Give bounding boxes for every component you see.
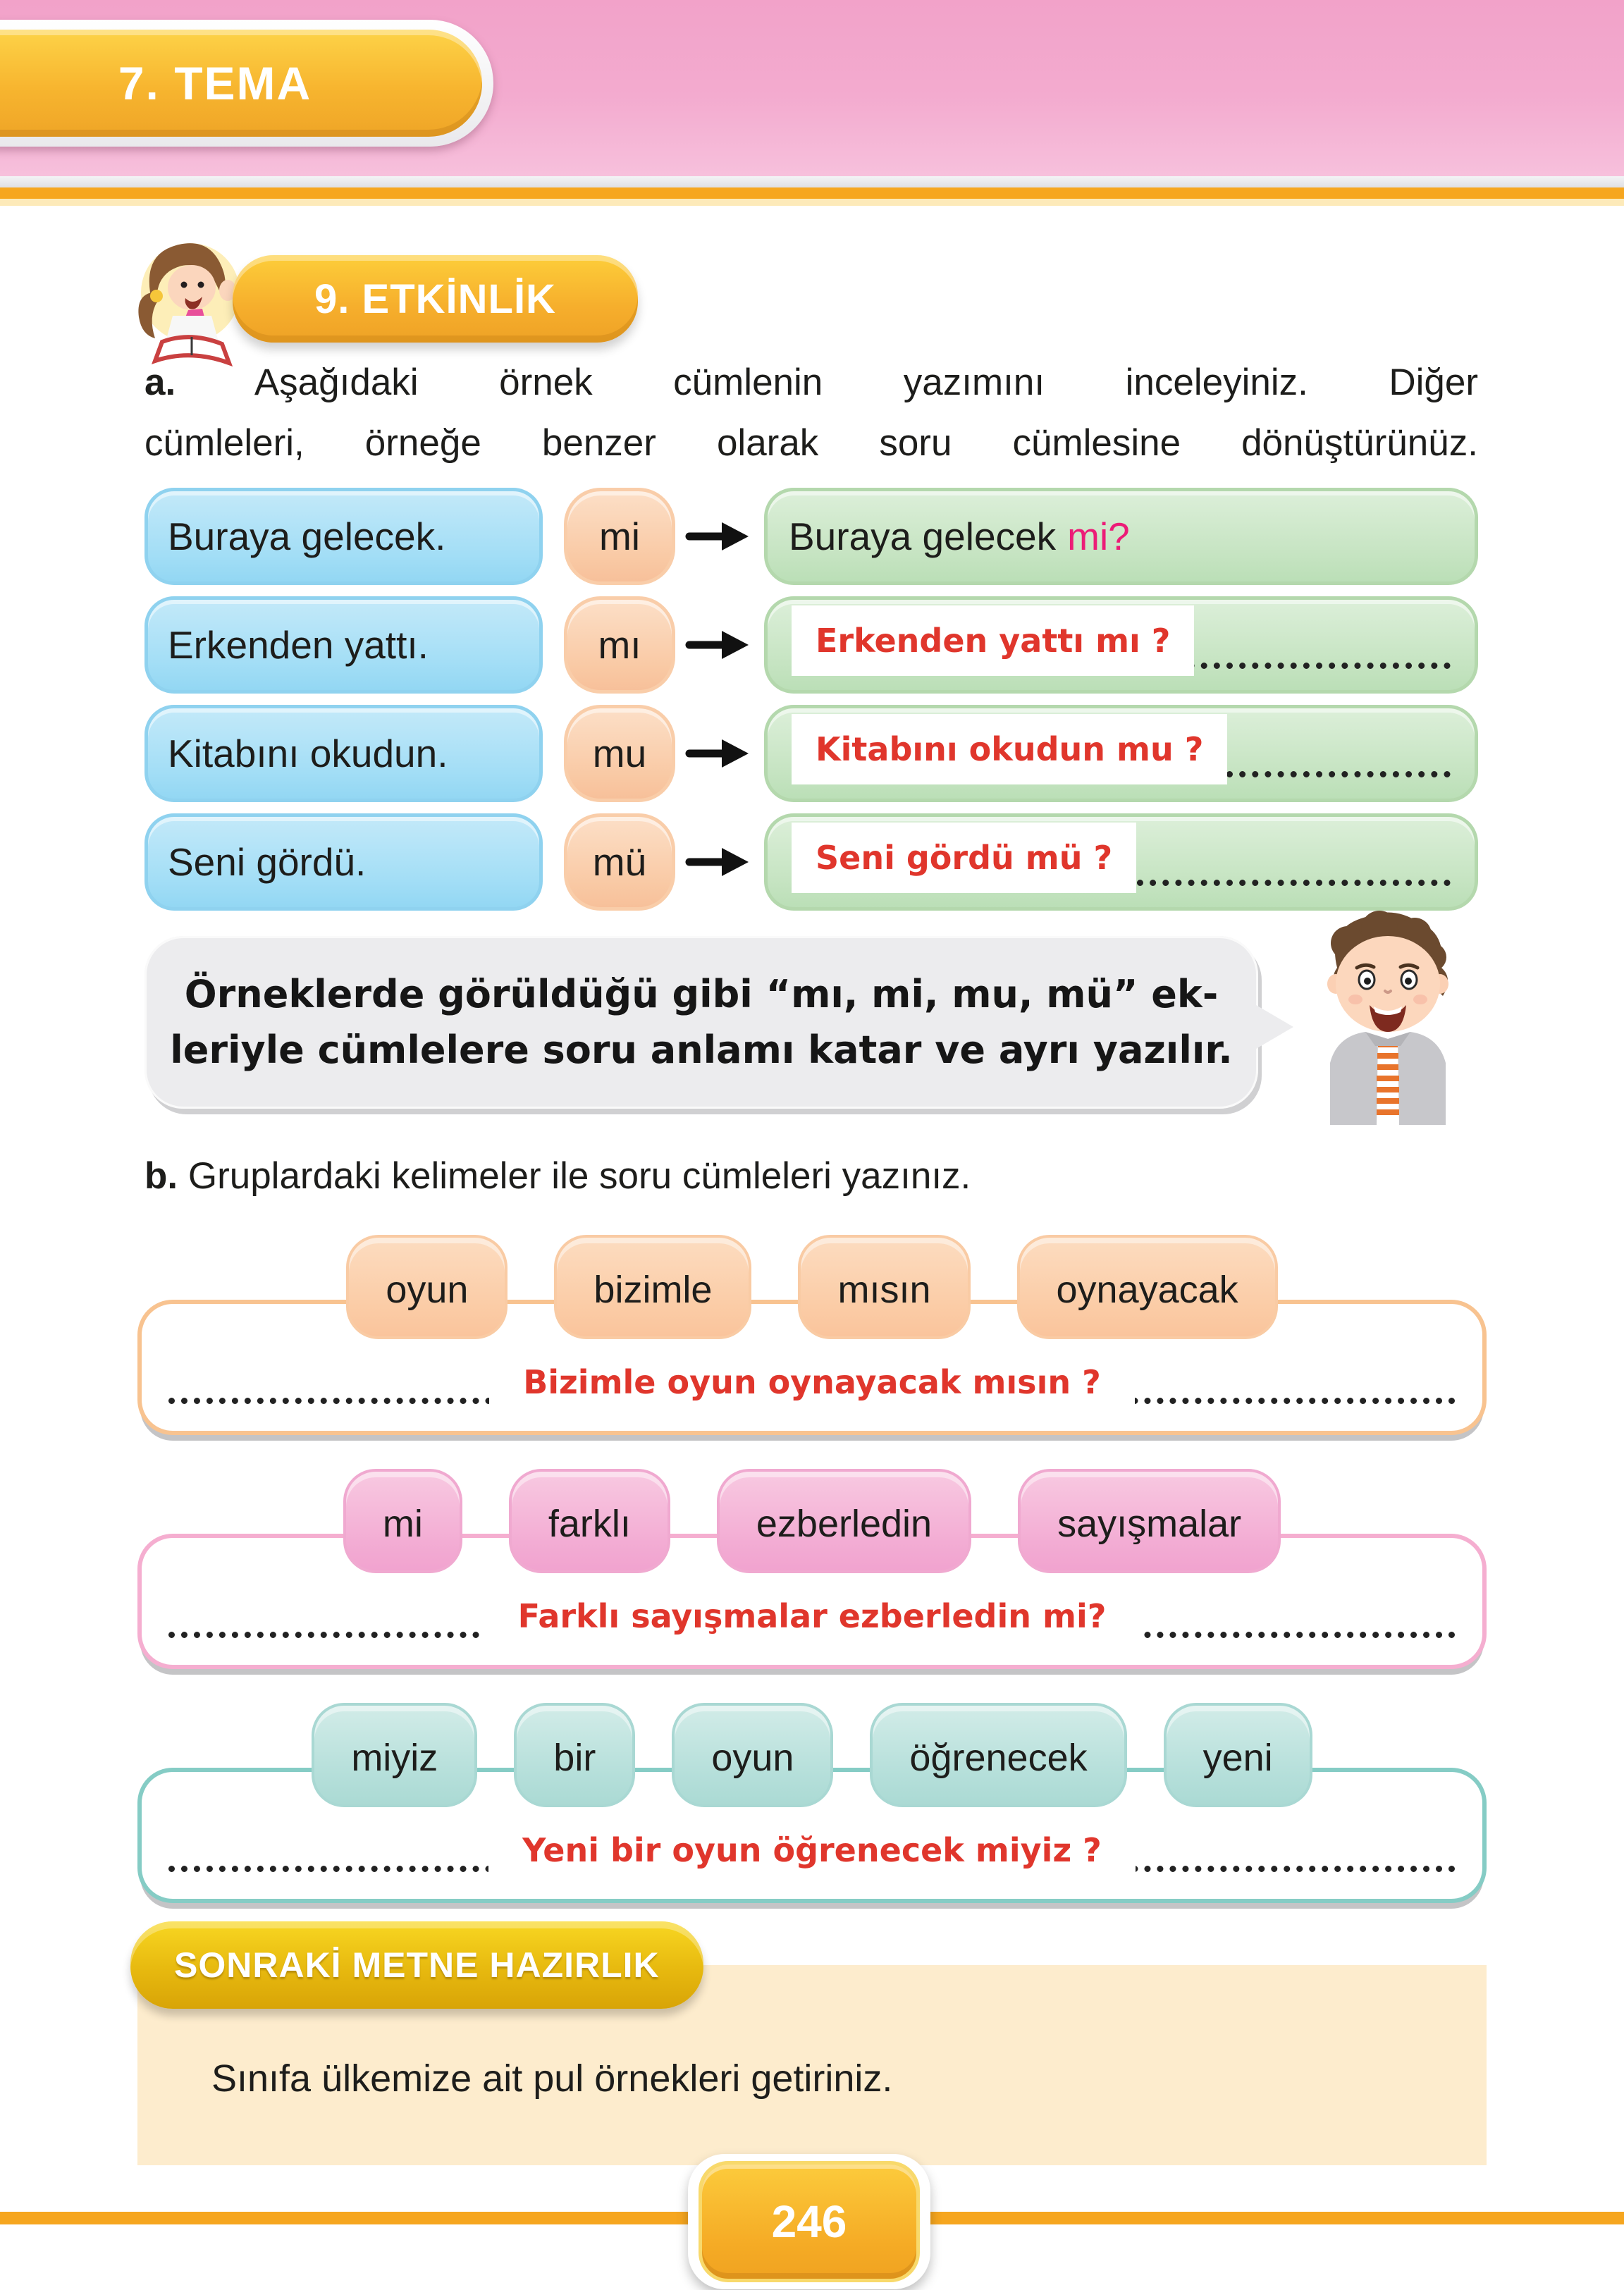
word-pill: farklı [509,1469,670,1573]
handwritten-answer: Erkenden yattı mı ? [792,605,1194,676]
handwritten-answer: Yeni bir oyun öğrenecek miyiz ? [488,1820,1136,1880]
activity-badge [233,255,638,343]
page-number-badge [688,2154,930,2289]
note-line2: leriyle cümlelere soru anlamı katar ve ayrı yazılır. [170,1027,1233,1072]
handwritten-answer: Kitabını okudun mu ? [792,714,1227,784]
example-row [144,813,1478,911]
sentence-pill: Kitabını okudun. [144,705,543,802]
boy-speaking-icon [1288,901,1485,1130]
sentence-pill: Erkenden yattı. [144,596,543,694]
speech-bubble [144,936,1258,1109]
word-pill: oyun [672,1703,833,1807]
arrow-right-icon [685,737,750,770]
prep-badge [130,1921,703,2009]
answer-pill [764,596,1478,694]
word-pill: öğrenecek [870,1703,1126,1807]
handwritten-answer: Bizimle oyun oynayacak mısın ? [489,1352,1135,1412]
part-a-line1: a. Aşağıdaki örnek cümlenin yazımını inceleyiniz. Diğer [144,362,1479,403]
arrow-right-icon [685,846,750,878]
word-group-teal [137,1703,1487,1903]
tema-label: 7. TEMA [118,57,312,109]
word-pill: mi [343,1469,462,1573]
word-group-orange [137,1235,1487,1435]
header-divider-white [0,176,1624,187]
word-row [137,1235,1487,1339]
example-row [144,596,1478,694]
example-row [144,488,1478,585]
word-pill: oynayacak [1017,1235,1278,1339]
answer-line [168,1586,1456,1646]
arrow-right-icon [685,629,750,661]
part-a-instruction [144,352,1478,474]
word-pill: sayışmalar [1018,1469,1281,1573]
example-row [144,705,1478,802]
answer-pill [764,813,1478,911]
sentence-pill: Buraya gelecek. [144,488,543,585]
word-row [137,1703,1487,1807]
tema-badge-face [0,30,482,137]
example-rows [144,488,1478,922]
arrow-right-icon [685,520,750,553]
activity-badge-label: 9. ETKİNLİK [314,276,556,322]
word-pill: ezberledin [717,1469,971,1573]
word-row [137,1469,1487,1573]
particle-pill: mü [564,813,675,911]
tema-badge [0,20,493,147]
answer-line [168,1820,1456,1880]
handwritten-answer: Farklı sayışmalar ezberledin mi? [484,1586,1140,1646]
part-a-line2: cümleleri, örneğe benzer olarak soru cümlesine dönüştürünüz. [144,421,1478,464]
page-header [0,0,1624,176]
word-pill: oyun [346,1235,508,1339]
page-number-badge-face [699,2161,920,2282]
word-pill: yeni [1164,1703,1312,1807]
word-pill: bir [514,1703,635,1807]
result-pill [764,488,1478,585]
result-text: Buraya gelecek [789,515,1057,558]
note-line1: Örneklerde görüldüğü gibi “mı, mi, mu, mü” ek- [184,972,1219,1017]
answer-pill [764,705,1478,802]
word-pill: mısın [798,1235,970,1339]
header-divider-orange [0,187,1624,199]
prep-text: Sınıfa ülkemize ait pul örnekleri getiriniz. [211,2057,893,2100]
sentence-pill: Seni gördü. [144,813,543,911]
particle-pill: mı [564,596,675,694]
part-b-label: b. [144,1155,178,1197]
handwritten-answer: Seni gördü mü ? [792,823,1136,893]
speech-bubble-tail [1253,1003,1293,1051]
prep-badge-label: SONRAKİ METNE HAZIRLIK [174,1945,660,1985]
part-b-instruction: b. Gruplardaki kelimeler ile soru cümleleri yazınız. [144,1155,971,1197]
particle-pill: mu [564,705,675,802]
result-particle: mi? [1067,515,1130,558]
grammar-note [144,929,1478,1116]
word-pill: bizimle [554,1235,751,1339]
word-group-pink [137,1469,1487,1669]
answer-line [168,1352,1456,1412]
word-pill: miyiz [312,1703,477,1807]
particle-pill: mi [564,488,675,585]
header-divider-cream [0,199,1624,206]
page-number: 246 [771,2196,847,2247]
part-a-label: a. [144,362,176,403]
